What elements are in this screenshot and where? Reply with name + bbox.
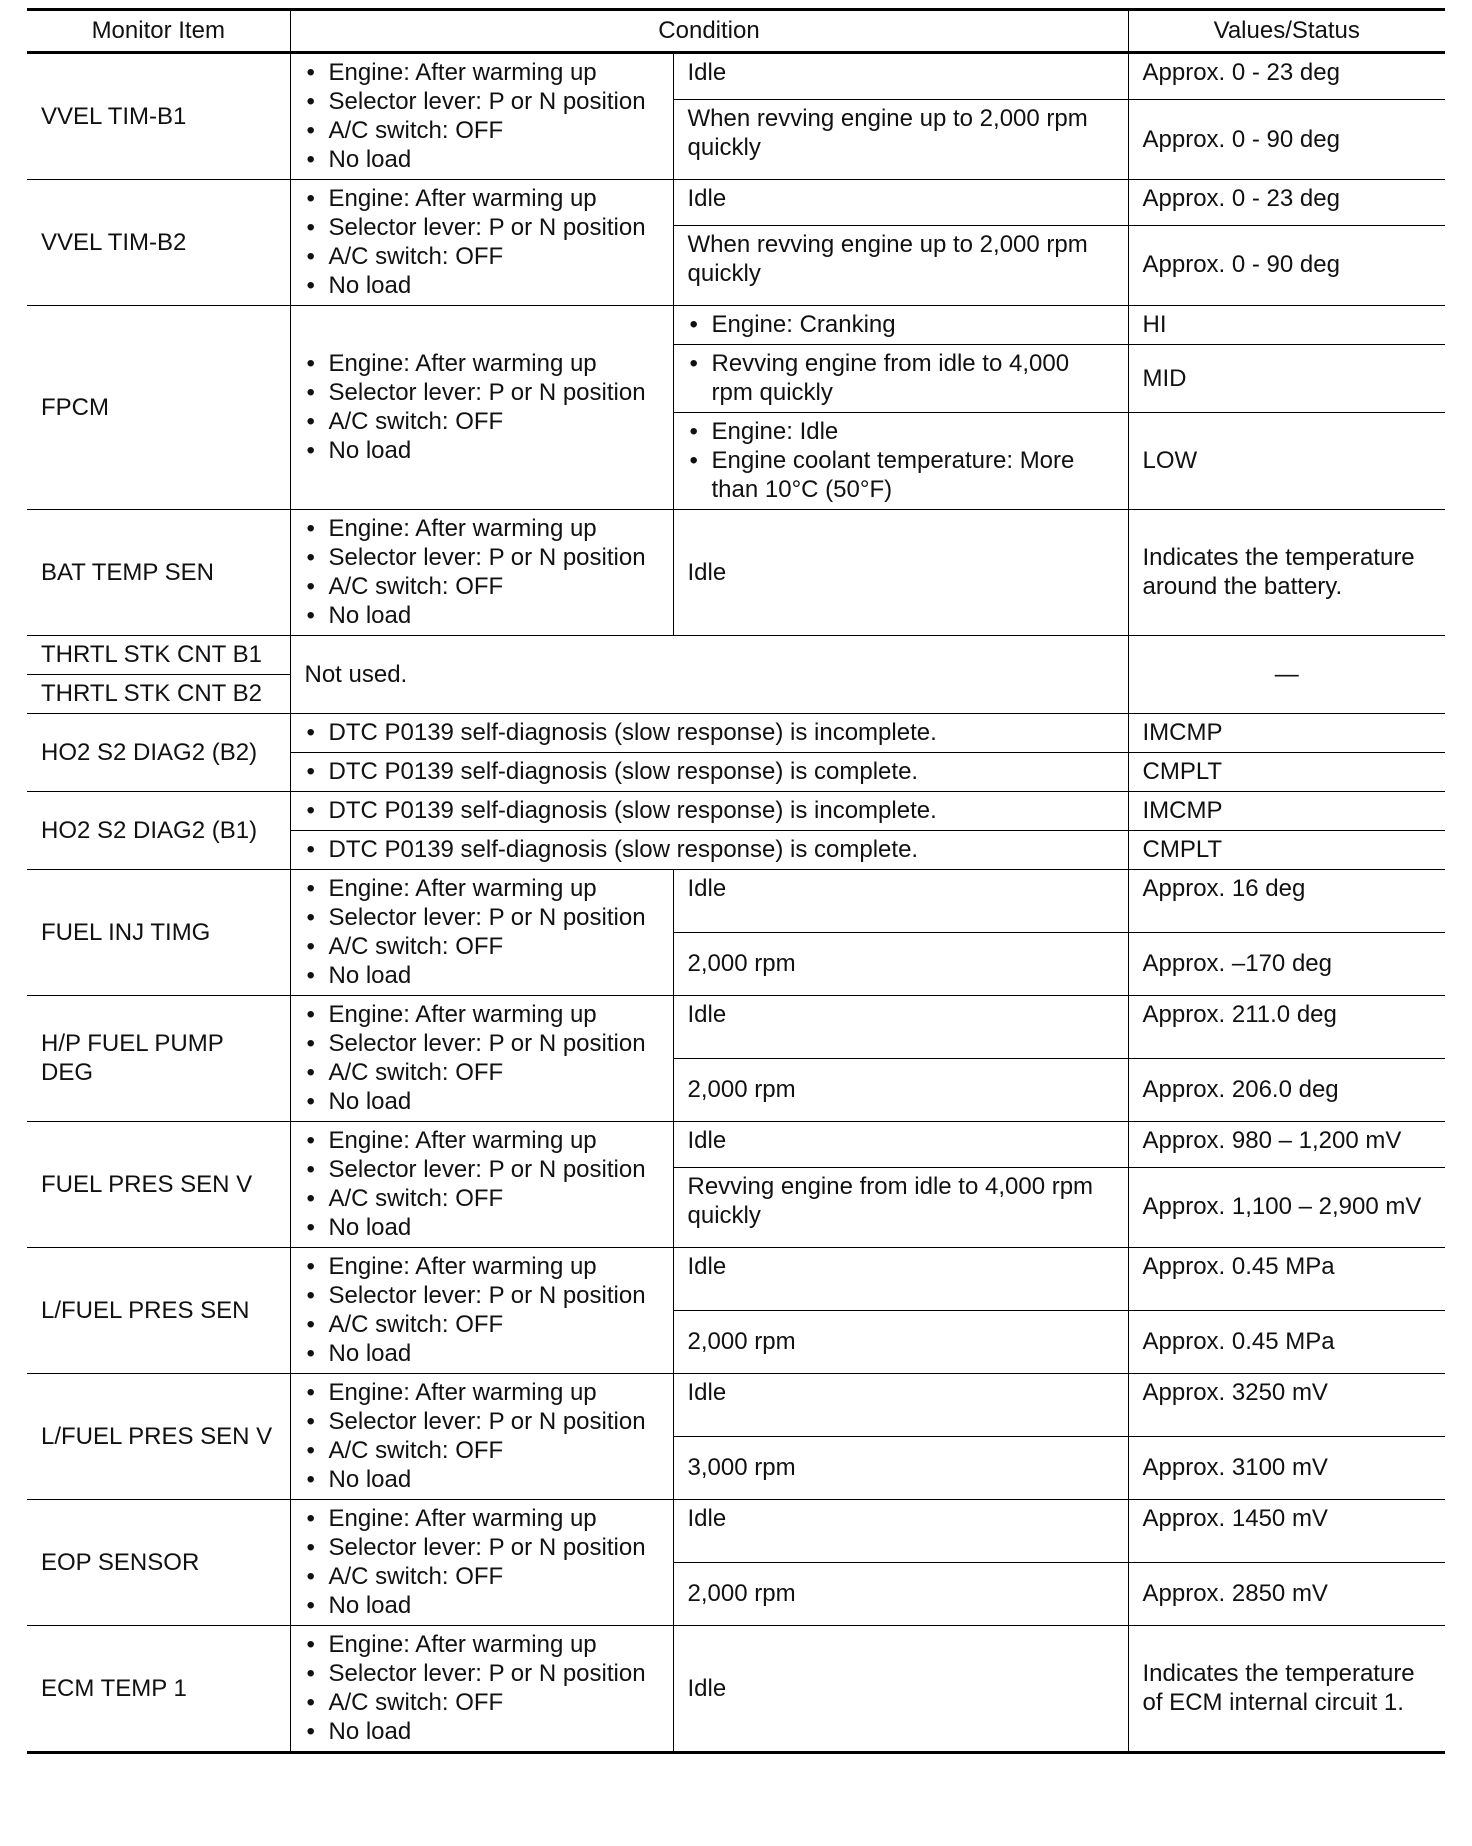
table-row — [27, 180, 1445, 226]
precondition-item: • Engine: After warming up — [305, 58, 659, 87]
precondition-item: • Engine: After warming up — [305, 184, 659, 213]
condition-cell — [673, 413, 1128, 510]
value-cell: Approx. 3250 mV — [1128, 1374, 1445, 1437]
precondition-list — [290, 1626, 673, 1753]
value-cell: Approx. 1450 mV — [1128, 1500, 1445, 1563]
precondition-item: • A/C switch: OFF — [305, 242, 659, 271]
monitor-item-name: THRTL STK CNT B2 — [27, 675, 290, 714]
table-row — [27, 1626, 1445, 1753]
precondition-list — [290, 1122, 673, 1248]
condition-cell — [673, 306, 1128, 345]
condition-cell: Idle — [673, 996, 1128, 1059]
monitor-item-name: VVEL TIM-B1 — [27, 53, 290, 180]
value-cell: Indicates the temperature around the battery. — [1128, 510, 1445, 636]
precondition-item: • Engine: After warming up — [305, 514, 659, 543]
precondition-item: • No load — [305, 436, 659, 465]
precondition-item: • Selector lever: P or N position — [305, 1281, 659, 1310]
precondition-item: • Engine: After warming up — [305, 1252, 659, 1281]
precondition-list — [290, 1500, 673, 1626]
precondition-item: • A/C switch: OFF — [305, 1310, 659, 1339]
precondition-item: • A/C switch: OFF — [305, 1688, 659, 1717]
value-cell: CMPLT — [1128, 753, 1445, 792]
precondition-list — [290, 1374, 673, 1500]
precondition-item: • No load — [305, 1213, 659, 1242]
condition-cell: When revving engine up to 2,000 rpm quickly — [673, 225, 1128, 305]
precondition-item: • No load — [305, 961, 659, 990]
monitor-item-name: ECM TEMP 1 — [27, 1626, 290, 1753]
monitor-item-name: FUEL PRES SEN V — [27, 1122, 290, 1248]
condition-item: • Engine: Cranking — [688, 310, 1114, 339]
value-cell: MID — [1128, 345, 1445, 413]
monitor-item-name: BAT TEMP SEN — [27, 510, 290, 636]
value-cell: Approx. 206.0 deg — [1128, 1059, 1445, 1122]
precondition-list — [290, 1248, 673, 1374]
value-cell: Approx. 211.0 deg — [1128, 996, 1445, 1059]
precondition-item: • Engine: After warming up — [305, 1504, 659, 1533]
table-row — [27, 510, 1445, 636]
condition-cell: Idle — [673, 870, 1128, 933]
condition-item: • DTC P0139 self-diagnosis (slow response) is incomplete. — [305, 718, 1114, 747]
condition-item: • DTC P0139 self-diagnosis (slow response) is complete. — [305, 757, 1114, 786]
precondition-item: • Selector lever: P or N position — [305, 378, 659, 407]
precondition-item: • Selector lever: P or N position — [305, 213, 659, 242]
table-row — [27, 1500, 1445, 1563]
condition-cell: Idle — [673, 180, 1128, 226]
value-cell: Approx. 3100 mV — [1128, 1437, 1445, 1500]
condition-cell: 3,000 rpm — [673, 1437, 1128, 1500]
precondition-item: • No load — [305, 1717, 659, 1746]
condition-cell: Idle — [673, 1122, 1128, 1168]
value-cell: Approx. 0 - 23 deg — [1128, 180, 1445, 226]
value-cell: Approx. 1,100 – 2,900 mV — [1128, 1167, 1445, 1247]
monitor-item-name: L/FUEL PRES SEN V — [27, 1374, 290, 1500]
table-row — [27, 714, 1445, 753]
condition-item: • Revving engine from idle to 4,000 rpm quickly — [688, 349, 1114, 407]
precondition-item: • Engine: After warming up — [305, 349, 659, 378]
table-header-row — [27, 10, 1445, 53]
value-cell: IMCMP — [1128, 714, 1445, 753]
precondition-item: • A/C switch: OFF — [305, 1562, 659, 1591]
precondition-item: • No load — [305, 1591, 659, 1620]
condition-cell: Idle — [673, 1500, 1128, 1563]
table-row — [27, 1374, 1445, 1437]
precondition-item: • Selector lever: P or N position — [305, 1029, 659, 1058]
value-cell: Approx. 0 - 90 deg — [1128, 225, 1445, 305]
precondition-item: • No load — [305, 601, 659, 630]
header-monitor-item: Monitor Item — [27, 10, 290, 53]
monitor-item-name: L/FUEL PRES SEN — [27, 1248, 290, 1374]
condition-cell: Idle — [673, 1248, 1128, 1311]
precondition-item: • No load — [305, 271, 659, 300]
monitor-item-name: FPCM — [27, 306, 290, 510]
condition-item: • Engine coolant temperature: More than 10°C (50°F) — [688, 446, 1114, 504]
precondition-item: • Engine: After warming up — [305, 1126, 659, 1155]
condition-item: • DTC P0139 self-diagnosis (slow response) is complete. — [305, 835, 1114, 864]
condition-cell: 2,000 rpm — [673, 1311, 1128, 1374]
condition-item: • DTC P0139 self-diagnosis (slow response) is incomplete. — [305, 796, 1114, 825]
monitor-item-name: THRTL STK CNT B1 — [27, 636, 290, 675]
value-cell: Approx. –170 deg — [1128, 933, 1445, 996]
precondition-item: • Engine: After warming up — [305, 1378, 659, 1407]
condition-cell — [290, 831, 1128, 870]
condition-cell: Idle — [673, 1374, 1128, 1437]
precondition-list — [290, 180, 673, 306]
value-cell: Approx. 0 - 23 deg — [1128, 53, 1445, 100]
precondition-item: • No load — [305, 1465, 659, 1494]
precondition-item: • Engine: After warming up — [305, 1630, 659, 1659]
table-row — [27, 1122, 1445, 1168]
value-cell: HI — [1128, 306, 1445, 345]
precondition-item: • Engine: After warming up — [305, 874, 659, 903]
precondition-item: • Selector lever: P or N position — [305, 1533, 659, 1562]
table-row — [27, 996, 1445, 1059]
monitor-item-name: FUEL INJ TIMG — [27, 870, 290, 996]
precondition-item: • A/C switch: OFF — [305, 1436, 659, 1465]
monitor-item-table — [27, 8, 1445, 1754]
precondition-item: • A/C switch: OFF — [305, 1058, 659, 1087]
precondition-item: • No load — [305, 145, 659, 174]
precondition-list — [290, 510, 673, 636]
header-condition: Condition — [290, 10, 1128, 53]
precondition-item: • A/C switch: OFF — [305, 116, 659, 145]
table-row — [27, 636, 1445, 675]
condition-cell: Idle — [673, 510, 1128, 636]
table-row — [27, 53, 1445, 100]
precondition-item: • A/C switch: OFF — [305, 932, 659, 961]
precondition-item: • A/C switch: OFF — [305, 1184, 659, 1213]
value-cell: Approx. 0 - 90 deg — [1128, 100, 1445, 180]
precondition-item: • No load — [305, 1087, 659, 1116]
condition-cell — [673, 345, 1128, 413]
value-cell: CMPLT — [1128, 831, 1445, 870]
table-row — [27, 792, 1445, 831]
condition-cell: Not used. — [290, 636, 1128, 714]
monitor-item-name: H/P FUEL PUMP DEG — [27, 996, 290, 1122]
monitor-item-name: HO2 S2 DIAG2 (B2) — [27, 714, 290, 792]
precondition-list — [290, 53, 673, 180]
table-row — [27, 1248, 1445, 1311]
value-cell: — — [1128, 636, 1445, 714]
precondition-item: • A/C switch: OFF — [305, 407, 659, 436]
precondition-item: • Selector lever: P or N position — [305, 543, 659, 572]
precondition-item: • No load — [305, 1339, 659, 1368]
precondition-item: • Engine: After warming up — [305, 1000, 659, 1029]
precondition-item: • A/C switch: OFF — [305, 572, 659, 601]
precondition-item: • Selector lever: P or N position — [305, 1659, 659, 1688]
precondition-list — [290, 306, 673, 510]
precondition-list — [290, 996, 673, 1122]
table-row — [27, 870, 1445, 933]
precondition-item: • Selector lever: P or N position — [305, 903, 659, 932]
monitor-item-name: HO2 S2 DIAG2 (B1) — [27, 792, 290, 870]
precondition-list — [290, 870, 673, 996]
condition-cell: Idle — [673, 1626, 1128, 1753]
condition-cell: 2,000 rpm — [673, 1059, 1128, 1122]
condition-cell: Idle — [673, 53, 1128, 100]
condition-cell — [290, 714, 1128, 753]
value-cell: Approx. 2850 mV — [1128, 1563, 1445, 1626]
precondition-item: • Selector lever: P or N position — [305, 87, 659, 116]
condition-cell — [290, 753, 1128, 792]
condition-cell: 2,000 rpm — [673, 933, 1128, 996]
condition-cell: When revving engine up to 2,000 rpm quickly — [673, 100, 1128, 180]
condition-cell — [290, 792, 1128, 831]
value-cell: Approx. 980 – 1,200 mV — [1128, 1122, 1445, 1168]
precondition-item: • Selector lever: P or N position — [305, 1407, 659, 1436]
monitor-item-name: EOP SENSOR — [27, 1500, 290, 1626]
value-cell: Indicates the temperature of ECM internal circuit 1. — [1128, 1626, 1445, 1753]
value-cell: Approx. 0.45 MPa — [1128, 1311, 1445, 1374]
condition-item: • Engine: Idle — [688, 417, 1114, 446]
table-row — [27, 306, 1445, 345]
value-cell: LOW — [1128, 413, 1445, 510]
condition-cell: Revving engine from idle to 4,000 rpm quickly — [673, 1167, 1128, 1247]
condition-cell: 2,000 rpm — [673, 1563, 1128, 1626]
value-cell: Approx. 16 deg — [1128, 870, 1445, 933]
monitor-item-name: VVEL TIM-B2 — [27, 180, 290, 306]
value-cell: Approx. 0.45 MPa — [1128, 1248, 1445, 1311]
precondition-item: • Selector lever: P or N position — [305, 1155, 659, 1184]
value-cell: IMCMP — [1128, 792, 1445, 831]
header-values-status: Values/Status — [1128, 10, 1445, 53]
